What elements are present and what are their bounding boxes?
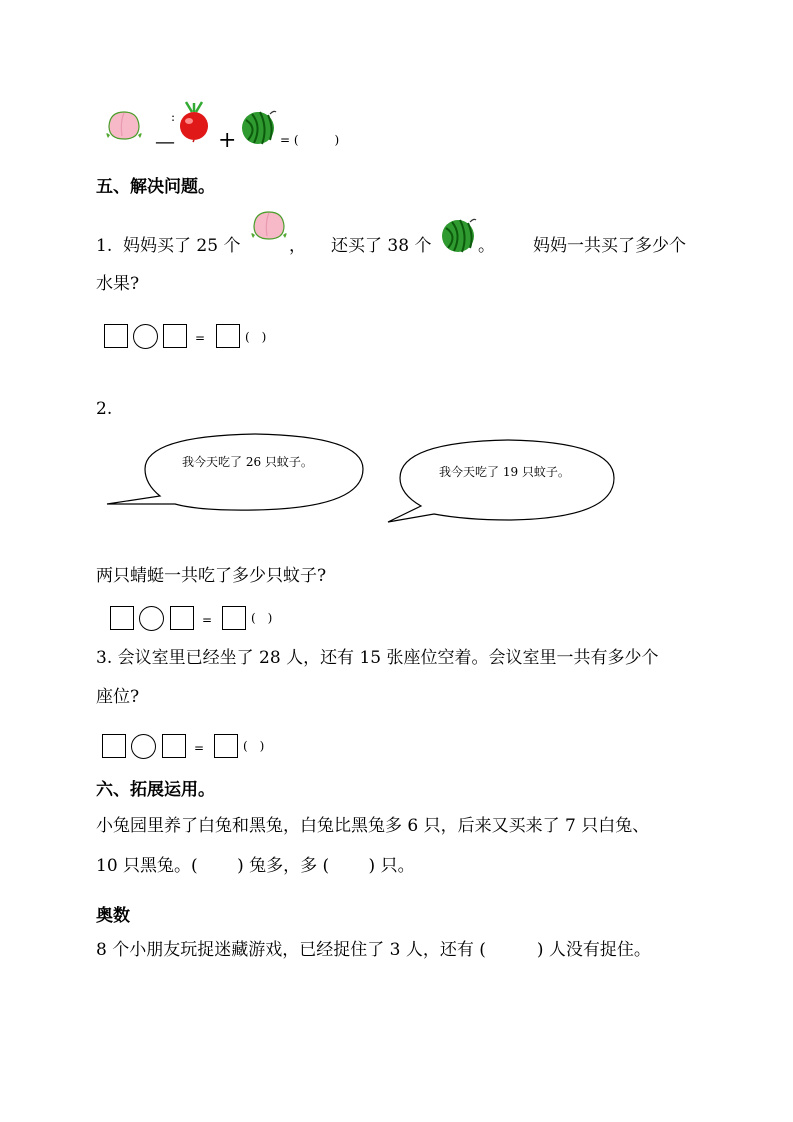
watermelon-icon: [440, 216, 478, 254]
peach-icon: [249, 207, 289, 243]
answer-box[interactable]: [163, 324, 187, 348]
answer-box[interactable]: [162, 734, 186, 758]
answer-box[interactable]: [110, 606, 134, 630]
q1-line2: 水果?: [96, 274, 140, 294]
q1-part3: 还买了 38 个: [331, 236, 432, 256]
olympiad-line1: 8 个小朋友玩捉迷藏游戏，已经捉住了 3 人，还有 ( ) 人没有捉住。: [96, 940, 651, 960]
watermelon-icon: [240, 108, 278, 146]
q3-line2: 座位?: [96, 687, 140, 707]
speech-bubble-left: [105, 424, 370, 524]
answer-box[interactable]: [214, 734, 238, 758]
q2-question: 两只蜻蜓一共吃了多少只蚊子?: [96, 566, 327, 586]
answer-box[interactable]: [170, 606, 194, 630]
q1-part1: 妈妈买了 25 个: [123, 236, 241, 256]
olympiad-title: 奥数: [96, 906, 130, 926]
section6-line2: 10 只黑兔。( ) 兔多，多 ( ) 只。: [96, 856, 415, 876]
q3-paren: ( ): [243, 739, 265, 753]
q1-part2: ，: [289, 236, 306, 256]
section5-title: 五、解决问题。: [96, 177, 215, 197]
bubble-right-text: 我今天吃了 19 只蚊子。: [439, 465, 570, 479]
q2-equals: =: [202, 613, 213, 627]
q3-equals: =: [194, 741, 205, 755]
answer-box[interactable]: [216, 324, 240, 348]
answer-box[interactable]: [102, 734, 126, 758]
operator-circle[interactable]: [131, 734, 156, 759]
answer-box[interactable]: [104, 324, 128, 348]
q1-part4: 。: [478, 236, 495, 256]
answer-box[interactable]: [222, 606, 246, 630]
colon-mark: :: [171, 110, 176, 124]
radish-icon: [176, 102, 212, 142]
peach-icon: [104, 108, 144, 142]
section6-line1: 小兔园里养了白兔和黑兔，白兔比黑兔多 6 只，后来又买来了 7 只白兔、: [96, 816, 650, 836]
q2-paren: ( ): [251, 611, 273, 625]
q1-part5: 妈妈一共买了多少个: [533, 236, 686, 256]
speech-bubble-right: [386, 436, 621, 528]
plus-sign: +: [218, 128, 237, 153]
q1-number: 1.: [96, 236, 113, 256]
q3-line1: 3. 会议室里已经坐了 28 人，还有 15 张座位空着。会议室里一共有多少个: [96, 648, 659, 668]
operator-circle[interactable]: [139, 606, 164, 631]
q1-paren: ( ): [245, 330, 267, 344]
bubble-left-text: 我今天吃了 26 只蚊子。: [182, 455, 313, 469]
minus-sign: —: [155, 129, 175, 153]
section6-title: 六、拓展运用。: [96, 780, 215, 800]
operator-circle[interactable]: [133, 324, 158, 349]
q2-number: 2.: [96, 399, 113, 419]
row0-equals: = ( ): [280, 133, 340, 147]
q1-equals: =: [195, 331, 206, 345]
